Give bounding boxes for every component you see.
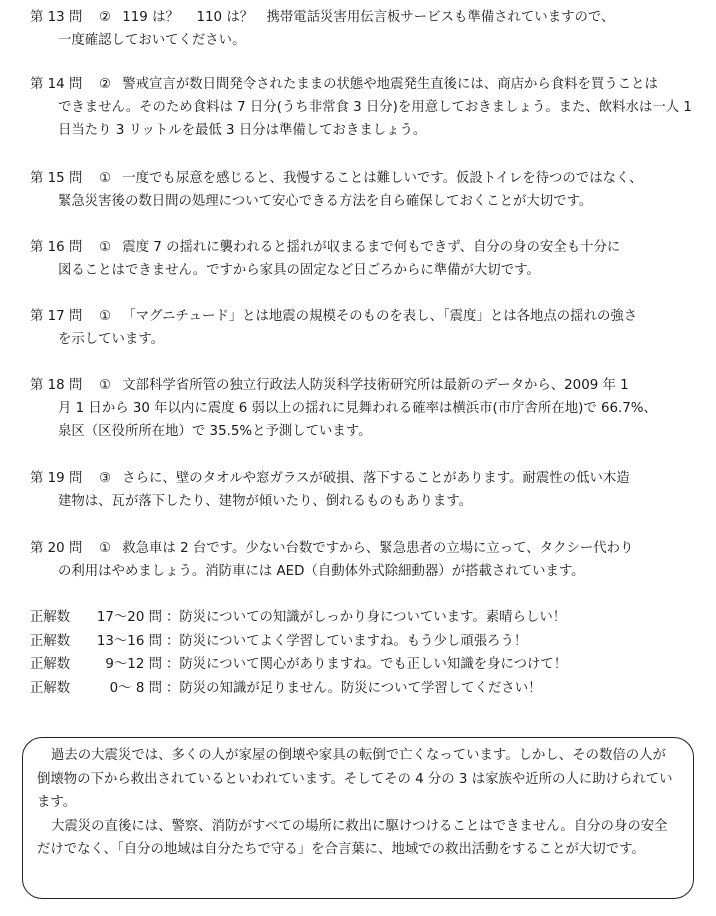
score-message: 防災の知識が足りません。防災について学習してください！: [179, 680, 542, 696]
answer-mark: ③: [98, 471, 111, 486]
answer-mark: ②: [98, 10, 111, 25]
question-number: 第 17 問: [30, 309, 83, 324]
note-paragraph: 大震災の直後には、警察、消防がすべての場所に救出に駆けつけることはできません。自分の身の安全だけでなく、「自分の地域は自分たちで守る」を合言葉に、地域での救出活動をすることが大切です。: [37, 818, 668, 857]
explanation-line: 緊急災害後の数日間の処理について安心できる方法を自ら確保しておくことが大切です。: [58, 194, 593, 209]
question-13: [30, 6, 698, 52]
question-19: [30, 467, 698, 513]
explanation-line: 建物は、瓦が落下したり、建物が傾いたり、倒れるものもあります。: [58, 494, 473, 509]
explanation-line: できません。そのため食料は 7 日分(うち非常食 3 日分)を用意しておきましょう。また、飲料水は一人 1: [58, 100, 692, 115]
question-number: 第 13 問: [30, 10, 83, 25]
explanation-line: 119 は？ 110 は？ 携帯電話災害用伝言板サービスも準備されていますので、: [122, 10, 615, 25]
explanation-line: さらに、壁のタオルや窓ガラスが破損、落下することがあります。耐震性の低い木造: [122, 471, 630, 486]
score-range: 0〜 8 問: [109, 680, 162, 696]
explanation-line: 文部科学省所管の独立行政法人防災科学技術研究所は最新のデータから、2009 年 1: [122, 378, 629, 393]
question-15: [30, 167, 698, 213]
question-17: [30, 305, 698, 351]
score-range: 17〜20 問: [96, 610, 162, 625]
answer-mark: ①: [98, 240, 111, 255]
explanation-line: 震度 7 の揺れに襲われると揺れが収まるまで何もできず、自分の身の安全も十分に: [122, 240, 621, 255]
question-number: 第 19 問: [30, 471, 83, 486]
score-message: 防災についての知識がしっかり身についています。素晴らしい！: [179, 610, 567, 625]
score-message: 防災について関心がありますね。でも正しい知識を身につけて！: [179, 657, 568, 672]
question-18: [30, 374, 698, 443]
score-label: 正解数: [30, 680, 71, 696]
explanation-line: 警戒宣言が数日間発令されたままの状態や地震発生直後には、商店から食料を買うことは: [122, 77, 658, 92]
explanation-line: 月 1 日から 30 年以内に震度 6 弱以上の揺れに見舞われる確率は横浜市(市庁舎所在地)で 66.7%、: [58, 401, 657, 416]
question-number: 第 16 問: [30, 240, 83, 255]
score-row: 正解数 17〜20 問 ：防災についての知識がしっかり身についています。素晴らしい！: [30, 606, 567, 630]
explanation-line: 日当たり 3 リットルを最低 3 日分は準備しておきましょう。: [58, 123, 427, 138]
score-row: 正解数 13〜16 問 ：防災についてよく学習していますね。もう少し頑張ろう！: [30, 630, 567, 654]
explanation-line: の利用はやめましょう。消防車には AED（自動体外式除細動器）が搭載されています。: [58, 564, 585, 579]
question-number: 第 15 問: [30, 171, 83, 186]
score-range: 9〜12 問: [105, 657, 162, 672]
explanation-line: 一度でも尿意を感じると、我慢することは難しいです。仮設トイレを待つのではなく、: [122, 171, 643, 186]
answer-mark: ①: [98, 309, 111, 324]
answer-mark: ①: [98, 378, 111, 393]
answer-mark: ①: [98, 541, 111, 556]
score-label: 正解数: [30, 657, 71, 672]
score-label: 正解数: [30, 633, 71, 649]
question-16: [30, 236, 698, 282]
score-table: [30, 606, 567, 700]
answer-mark: ②: [98, 77, 111, 92]
explanation-line: 泉区（区役所所在地）で 35.5%と予測しています。: [58, 424, 372, 439]
score-message: 防災についてよく学習していますね。もう少し頑張ろう！: [179, 633, 528, 649]
score-label: 正解数: [30, 610, 71, 625]
explanation-line: 救急車は 2 台です。少ない台数ですから、緊急患者の立場に立って、タクシー代わり: [122, 541, 634, 556]
question-number: 第 20 問: [30, 541, 83, 556]
explanation-line: 図ることはできません。ですから家具の固定など日ごろからに準備が大切です。: [58, 263, 540, 278]
answer-mark: ①: [98, 171, 111, 186]
score-row: 正解数 9〜12 問 ：防災について関心がありますね。でも正しい知識を身につけて！: [30, 653, 567, 677]
score-range: 13〜16 問: [96, 633, 162, 649]
question-14: [30, 73, 698, 142]
question-20: [30, 537, 698, 583]
explanation-line: 「マグニチュード」とは地震の規模そのものを表し、「震度」とは各地点の揺れの強さ: [122, 309, 638, 324]
note-paragraph: 過去の大震災では、多くの人が家屋の倒壊や家具の転倒で亡くなっています。しかし、その数倍の人が倒壊物の下から救出されているといわれています。そしてその 4 分の 3 は家族や近所の人に助けられています。: [37, 748, 673, 810]
explanation-line: を示しています。: [58, 332, 165, 347]
explanation-line: 一度確認しておいてください。: [58, 33, 246, 48]
score-row: 正解数 0〜 8 問 ：防災の知識が足りません。防災について学習してください！: [30, 677, 567, 701]
question-number: 第 18 問: [30, 378, 83, 393]
note-box: [22, 737, 694, 899]
question-number: 第 14 問: [30, 77, 83, 92]
